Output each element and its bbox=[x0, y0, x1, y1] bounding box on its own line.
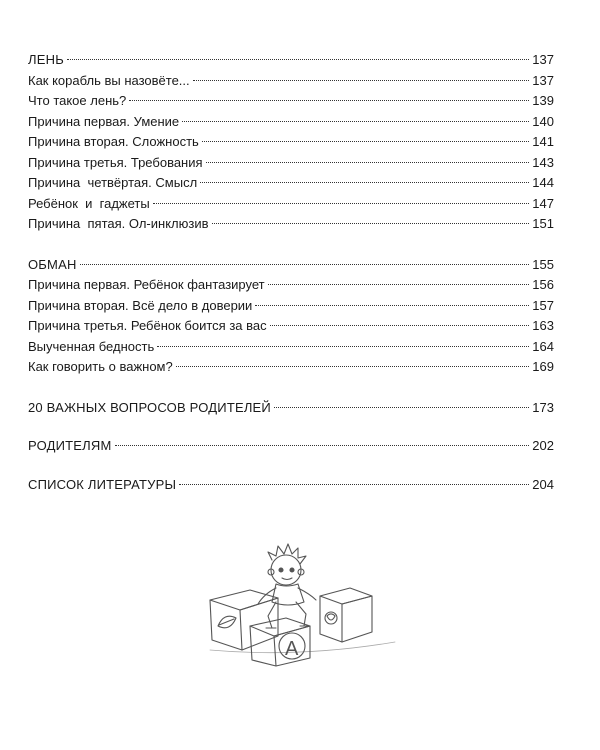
section-spacer bbox=[28, 457, 554, 475]
toc-entry-title: Как говорить о важном? bbox=[28, 359, 173, 374]
toc-entry bbox=[28, 132, 554, 153]
toc-entry bbox=[28, 337, 554, 358]
toc-section-deception bbox=[28, 255, 554, 378]
dot-leader bbox=[179, 484, 529, 485]
dot-leader bbox=[270, 325, 529, 326]
toc-entry-page: 151 bbox=[532, 216, 554, 231]
toc-entry-title: РОДИТЕЛЯМ bbox=[28, 438, 112, 453]
toc-entry-title: ЛЕНЬ bbox=[28, 52, 64, 67]
toc-entry-title: Причина первая. Умение bbox=[28, 113, 180, 129]
dot-leader bbox=[115, 445, 529, 446]
dot-leader bbox=[129, 100, 529, 101]
toc-entry bbox=[28, 296, 554, 317]
toc-entry-page: 139 bbox=[532, 93, 554, 108]
toc-entry-title: Причина вторая. Сложность bbox=[28, 134, 199, 149]
toc-entry bbox=[28, 398, 554, 419]
toc-entry-page: 164 bbox=[532, 338, 554, 354]
toc-entry bbox=[28, 173, 554, 194]
toc-entry-page: 169 bbox=[532, 359, 554, 374]
toc-entry-page: 144 bbox=[532, 175, 554, 190]
dot-leader bbox=[255, 305, 529, 306]
toc-entry bbox=[28, 436, 554, 457]
toc-entry bbox=[28, 71, 554, 92]
child-on-blocks-illustration bbox=[200, 538, 400, 668]
toc-entry-page: 173 bbox=[532, 399, 554, 415]
toc-entry-title: ОБМАН bbox=[28, 256, 77, 272]
toc-entry-page: 157 bbox=[532, 297, 554, 313]
toc-entry-title: Что такое лень? bbox=[28, 93, 127, 108]
toc-entry-page: 140 bbox=[532, 113, 554, 129]
dot-leader bbox=[67, 59, 529, 60]
dot-leader bbox=[80, 264, 529, 265]
dot-leader bbox=[182, 121, 529, 122]
section-spacer bbox=[28, 235, 554, 255]
toc-entry bbox=[28, 475, 554, 496]
toc-entry-title: Причина вторая. Всё дело в доверии bbox=[28, 297, 253, 313]
block-letter: A bbox=[285, 638, 299, 660]
toc-entry-page: 143 bbox=[532, 154, 554, 170]
toc-entry-title: Выученная бедность bbox=[28, 338, 155, 354]
child-on-blocks-icon bbox=[200, 538, 400, 668]
toc-section-questions bbox=[28, 398, 554, 419]
dot-leader bbox=[153, 203, 529, 204]
toc-entry-page: 202 bbox=[532, 438, 554, 453]
toc-section-bibliography bbox=[28, 475, 554, 496]
toc-entry-page: 137 bbox=[532, 52, 554, 67]
dot-leader bbox=[274, 407, 529, 408]
dot-leader bbox=[268, 284, 529, 285]
toc-entry-title: Причина четвёртая. Смысл bbox=[28, 175, 198, 190]
dot-leader bbox=[206, 162, 529, 163]
toc-entry-title: Как корабль вы назовёте... bbox=[28, 72, 190, 88]
dot-leader bbox=[176, 366, 529, 367]
dot-leader bbox=[212, 223, 529, 224]
dot-leader bbox=[200, 182, 529, 183]
toc-entry bbox=[28, 50, 554, 71]
toc-entry-title: Причина пятая. Ол-инклюзив bbox=[28, 216, 209, 231]
dot-leader bbox=[157, 346, 529, 347]
table-of-contents bbox=[28, 50, 554, 495]
toc-entry bbox=[28, 214, 554, 235]
dot-leader bbox=[202, 141, 529, 142]
toc-entry bbox=[28, 357, 554, 378]
toc-entry-title: СПИСОК ЛИТЕРАТУРЫ bbox=[28, 476, 177, 492]
toc-entry bbox=[28, 275, 554, 296]
toc-entry-title: Ребёнок и гаджеты bbox=[28, 195, 150, 211]
toc-entry-page: 155 bbox=[532, 256, 554, 272]
section-spacer bbox=[28, 378, 554, 398]
toc-entry bbox=[28, 112, 554, 133]
toc-section-laziness bbox=[28, 50, 554, 235]
dot-leader bbox=[193, 80, 529, 81]
section-spacer bbox=[28, 418, 554, 436]
toc-entry bbox=[28, 194, 554, 215]
toc-entry-page: 147 bbox=[532, 195, 554, 211]
toc-entry-page: 137 bbox=[532, 72, 554, 88]
toc-section-parents bbox=[28, 436, 554, 457]
toc-entry-title: Причина первая. Ребёнок фантазирует bbox=[28, 277, 265, 292]
toc-entry-page: 156 bbox=[532, 277, 554, 292]
toc-entry bbox=[28, 91, 554, 112]
toc-entry-page: 163 bbox=[532, 318, 554, 333]
toc-entry-title: 20 ВАЖНЫХ ВОПРОСОВ РОДИТЕЛЕЙ bbox=[28, 399, 271, 415]
toc-entry-page: 141 bbox=[532, 134, 554, 149]
toc-entry bbox=[28, 255, 554, 276]
toc-entry bbox=[28, 153, 554, 174]
toc-entry-title: Причина третья. Требования bbox=[28, 154, 203, 170]
toc-entry bbox=[28, 316, 554, 337]
toc-entry-title: Причина третья. Ребёнок боится за вас bbox=[28, 318, 267, 333]
toc-entry-page: 204 bbox=[532, 476, 554, 492]
